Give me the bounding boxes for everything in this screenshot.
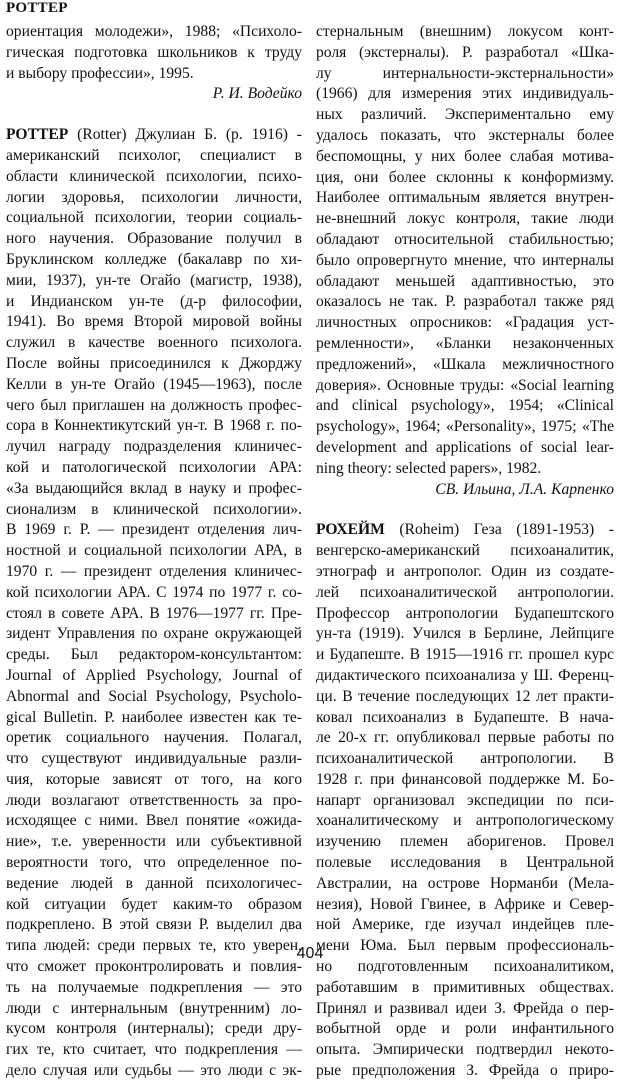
text-line: и Будапеште. В 1915—1916 гг. прошел курс [316,646,614,664]
text-line: вероятности того, что определенное по- [6,854,302,872]
entry-roheim [316,520,614,1082]
text-line: не-внешний локус контроля, такие люди [316,210,614,228]
text-line: ковал психоанализ в Будапеште. В нача- [316,708,614,726]
right-column [316,22,614,1082]
text-line: ние», т.е. уверенности или субъективной [6,833,302,851]
page-number: 404 [296,945,324,962]
text-line: ун-та (1919). Учился в Берлине, Лейпциге [316,625,614,643]
text-line: типа людей: среди первых те, кто уверен, [6,937,302,955]
text-line: лу интернальности-экстернальности» [316,64,614,82]
text-line: напарт организовал экспедиции по пси- [316,791,614,809]
text-line: исходящее с ними. Ввел понятие «ожида- [6,812,302,830]
text-line: кусом контроля (интерналы); среди дру- [6,1020,302,1038]
text-line: служил в качестве военного психолога. [6,334,302,352]
headword: РОТТЕР [6,126,69,144]
text-line: 1928 г. при финансовой поддержке М. Бо- [316,770,614,788]
text-line: psychology», 1964; «Personality», 1975; «The [316,418,614,436]
text-line: и Индианском ун-те (д-р философии, [6,292,302,310]
running-head: РОТТЕР [6,0,68,16]
text-line: беспомощны, у них более слабая мотива- [316,147,614,165]
text-line: оказалось не так. Р. разработал также ряд [316,293,614,311]
text-line: этнограф и антрополог. Один из создате- [316,562,614,580]
text-line: and clinical psychology», 1954; «Clinical [316,397,614,415]
text-line: ци. В течение последующих 12 лет практи- [316,687,614,705]
left-column [6,22,302,1082]
previous-entry-author: Р. И. Водейко [212,85,302,103]
text-line: хоаналитическому и антропологическому [316,812,614,830]
text-line: ремленности», «Бланки незаконченных [316,334,614,352]
text-line: ной Америке, где изучал индейцев пле- [316,916,614,934]
text-line: Профессор антропологии Будапештского [316,604,614,622]
text-line: гих те, кто считает, что подкрепления — [6,1041,302,1059]
text-line: рые предположения З. Фрейда о приро- [316,1062,614,1080]
text-line: мени Юма. Был первым профессиональ- [316,937,614,955]
text-line: лей психоаналитической антропологии. [316,583,614,601]
text-line: ть на получаемые подкрепления — это [6,978,302,996]
text-line: но подготовленным психоаналитиком, [316,958,614,976]
text-line: незия), Новой Гвинее, в Африке и Север- [316,895,614,913]
text-line: ведение людей в данной психологичес- [6,874,302,892]
text-line: стернальным (внешним) локусом конт- [316,23,614,40]
text-line: подкреплено. В этой связи Р. выделил два [6,916,302,934]
entry-first-line [6,125,302,146]
text-line: изучению племен аборигенов. Провел [316,833,614,851]
text-line: роля (экстерналы). Р. разработал «Шка- [316,43,614,61]
text-line: 1941). Во время Второй мировой войны [6,313,302,331]
headword: РОХЕЙМ [316,521,385,539]
text-line: было опровергнуто мнение, что интерналы [316,251,614,269]
text-line: Abnormal and Social Psychology, Psycholo- [6,687,302,705]
text-line: После войны присоединился к Джорджу [6,354,302,372]
text-line: обладают меньшей адаптивностью, это [316,272,614,290]
text-line: кой ситуации будет каким-то образом [6,895,302,913]
entry-body [6,146,302,1082]
text-line: зидент Управления по охране окружающей [6,625,302,643]
text-line: чего был приглашен на должность профес- [6,396,302,414]
text-line: среды. Был редактором-консультантом: [6,646,302,664]
text-line: предложений», «Шкала межличностного [316,355,614,373]
entry-body [316,541,614,1082]
text-line: дидактического психоанализа у Ш. Ференц- [316,666,614,684]
text-line: оретик социального научения. Полагал, [6,729,302,747]
text-line: что существуют индивидуальные разли- [6,750,302,768]
text-line: ле 20-х гг. опубликовал первые работы по [316,729,614,747]
text-line: Бруклинском колледже (бакалавр по хи- [6,250,302,268]
text-line: Келли в ун-те Огайо (1945—1963), после [6,375,302,393]
text-line: ция, они более склонны к конформизму. [316,168,614,186]
text-line: люди с интернальным (внутренним) ло- [6,999,302,1017]
entry-intro: (Rotter) Джулиан Б. (р. 1916) - [68,126,302,144]
text-line: удалось показать, что экстерналы более [316,126,614,144]
text-line: социальной психологии, теории социаль- [6,209,302,227]
previous-entry-tail [6,22,302,84]
text-line: вобытной орде и роли инфантильного [316,1020,614,1038]
text-line: венгерско-американский психоаналитик, [316,542,614,560]
text-line: кой и патологической психологии АРА: [6,458,302,476]
text-line: Journal of Applied Psychology, Journal of [6,666,302,684]
entry-rotter [6,125,302,1082]
entry-first-line [316,520,614,541]
entry-intro: (Roheim) Геза (1891-1953) - [384,521,614,539]
text-line: и выбору профессии», 1995. [6,64,194,82]
text-line: опыта. Эмпирически подтвердил некото- [316,1041,614,1059]
text-line: дело случая или судьбы — это люди с эк- [6,1062,302,1080]
text-line: мии, 1937), ун-те Огайо (магистр, 1938), [6,271,302,289]
text-line: что сможет проконтролировать и повлия- [6,958,302,976]
text-line: люди возлагают ответственность за про- [6,791,302,809]
text-line: «За выдающийся вклад в науку и профес- [6,479,302,497]
text-line: американский психолог, специалист в [6,146,302,164]
text-line: полевые исследования в Центральной [316,854,614,872]
text-line: gical Bulletin. Р. наиболее известен как те- [6,708,302,726]
text-line: сора в Коннектикутский ун-т. В 1968 г. по- [6,417,302,435]
text-line: ного научения. Образование получил в [6,230,302,248]
text-line: ных различий. Экспериментально ему [316,106,614,124]
text-line: доверия». Основные труды: «Social learning [316,376,614,394]
text-line: чия, которые зависят от того, на кого [6,770,302,788]
text-line: работавшим в примитивных обществах. [316,978,614,996]
text-line: стоял в совете АРА. В 1976—1977 гг. Пре- [6,604,302,622]
text-line: ностной и социальной психологии АРА, в [6,542,302,560]
text-line: личностных опросников: «Градация уст- [316,314,614,332]
text-line: В 1969 г. Р. — президент отделения лич- [6,521,302,539]
text-line: обладают относительной стабильностью; [316,230,614,248]
text-line: области клинической психологии, психо- [6,167,302,185]
text-line: (1966) для измерения этих индивидуаль- [316,85,614,103]
entry-continuation [316,22,614,480]
text-line: Принял и развивал идеи З. Фрейда о пер- [316,999,614,1017]
text-line: Наиболее оптимальным является внутрен- [316,189,614,207]
text-line: ориентация молодежи», 1988; «Психоло- [6,23,302,40]
text-line: Австралии, на острове Норманби (Мела- [316,874,614,892]
text-line: ning theory: selected papers», 1982. [316,459,542,477]
text-line: психоаналитической антропологии. В [316,750,614,768]
text-line: 1970 г. — президент отделения клиничес- [6,562,302,580]
text-line: логии здоровья, психологии личности, [6,188,302,206]
text-line: сионализм в клинической психологии». [6,500,302,518]
text-line: гическая подготовка школьников к труду [6,43,302,61]
text-line: кой психологии АРА. С 1974 по 1977 г. со- [6,583,302,601]
text-line: development and applications of social lear- [316,438,614,456]
text-line: лучил награду подразделения клиничес- [6,438,302,456]
entry-author: СВ. Ильина, Л.А. Карпенко [435,480,614,498]
